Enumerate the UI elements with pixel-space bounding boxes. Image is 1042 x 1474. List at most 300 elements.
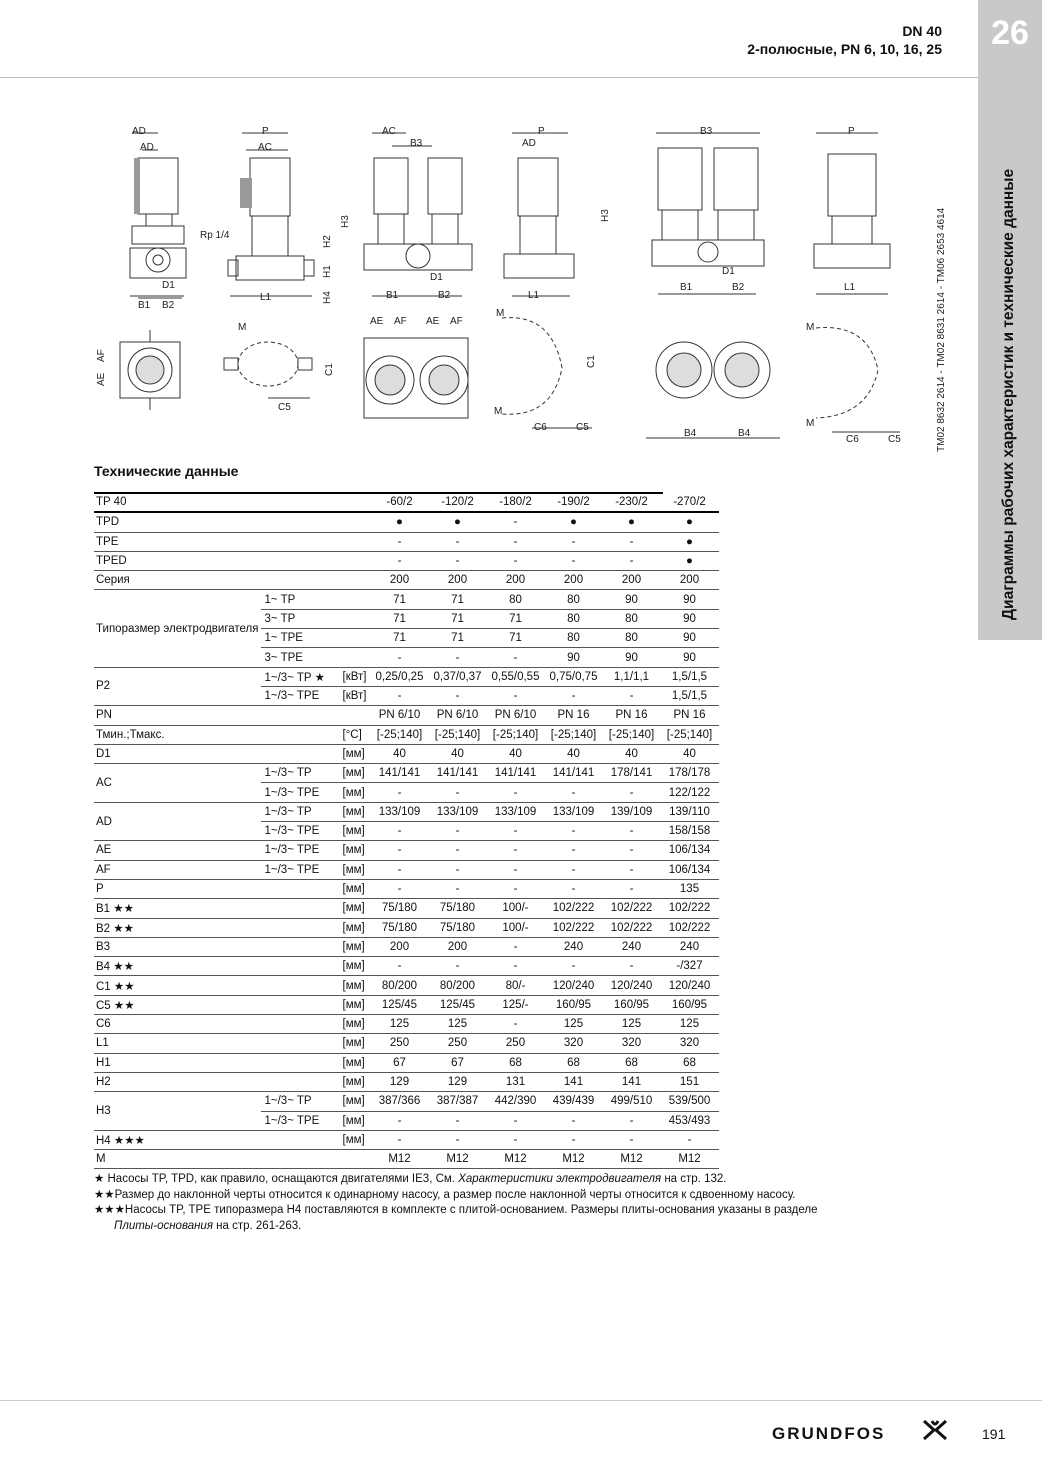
table-cell: 133/109: [429, 802, 487, 821]
table-cell: -: [487, 1111, 545, 1130]
footnote-3-cont: Плиты-основания на стр. 261-263.: [114, 1219, 302, 1232]
table-cell: 80/-: [487, 976, 545, 995]
table-cell: -: [603, 686, 661, 705]
table-cell: 71: [371, 609, 429, 628]
table-cell: 200: [429, 937, 487, 956]
table-cell: -: [487, 783, 545, 802]
table-cell: -: [371, 551, 429, 570]
table-cell: -270/2: [661, 493, 719, 512]
table-cell: M: [94, 1150, 261, 1169]
table-cell: 80/200: [371, 976, 429, 995]
table-cell: -: [487, 1015, 545, 1034]
drawing-top-view-tpe-2: [816, 328, 900, 432]
drawing-top-view-twin-angled: [646, 342, 780, 438]
table-cell: -: [545, 860, 603, 879]
table-cell: 40: [429, 744, 487, 763]
table-row: [94, 841, 719, 860]
table-cell: 1~/3~ TP: [261, 1092, 341, 1111]
label-b2-2: B2: [438, 290, 451, 301]
table-cell: 100/-: [487, 918, 545, 937]
label-p-2: P: [538, 126, 545, 137]
table-cell: 387/387: [429, 1092, 487, 1111]
label-h2: H2: [322, 235, 333, 248]
label-ae: AE: [96, 372, 107, 386]
table-cell: 141/141: [545, 764, 603, 783]
table-cell: 160/95: [545, 995, 603, 1014]
grundfos-logo: GRUNDFOS: [772, 1424, 886, 1443]
table-cell: 250: [371, 1034, 429, 1053]
table-cell: 139/109: [603, 802, 661, 821]
label-c1-2: C1: [586, 355, 597, 368]
table-cell: [-25;140]: [429, 725, 487, 744]
table-cell: 141: [603, 1072, 661, 1091]
table-cell: [мм]: [341, 976, 371, 995]
table-cell: 442/390: [487, 1092, 545, 1111]
table-cell: H3: [94, 1092, 261, 1131]
table-cell: [-25;140]: [661, 725, 719, 744]
table-row: [94, 512, 719, 532]
table-cell: 158/158: [661, 822, 719, 841]
label-d1: D1: [162, 280, 175, 291]
table-cell: TPED: [94, 551, 261, 570]
label-d1-3: D1: [722, 266, 735, 277]
table-cell: 71: [429, 609, 487, 628]
table-row: [94, 571, 719, 590]
table-cell: -: [603, 1111, 661, 1130]
table-cell: PN 16: [661, 706, 719, 725]
table-cell: -: [603, 957, 661, 976]
table-cell: 106/134: [661, 860, 719, 879]
label-af-3: AF: [450, 316, 463, 327]
drawing-twin-pump: [364, 133, 472, 296]
table-cell: -: [371, 783, 429, 802]
label-l1-2: L1: [528, 290, 540, 301]
table-row: [94, 744, 719, 763]
table-cell: AD: [94, 802, 261, 841]
table-cell: [341, 648, 371, 667]
label-m: M: [238, 322, 247, 333]
table-cell: 75/180: [371, 918, 429, 937]
table-cell: [261, 995, 341, 1014]
table-cell: [341, 629, 371, 648]
label-b2-3: B2: [732, 282, 745, 293]
table-cell: 125/-: [487, 995, 545, 1014]
table-cell: M12: [487, 1150, 545, 1169]
table-cell: -: [603, 783, 661, 802]
table-cell: 200: [371, 571, 429, 590]
table-cell: 1~/3~ TPE: [261, 1111, 341, 1130]
table-row: [94, 532, 719, 551]
table-cell: [°C]: [341, 725, 371, 744]
table-row: [94, 937, 719, 956]
table-cell: M12: [545, 1150, 603, 1169]
table-cell: 160/95: [603, 995, 661, 1014]
table-cell: [мм]: [341, 802, 371, 821]
table-cell: [мм]: [341, 860, 371, 879]
drawing-top-view-twin: [364, 338, 468, 418]
table-row: [94, 667, 719, 686]
table-row: [94, 1150, 719, 1169]
table-cell: -60/2: [371, 493, 429, 512]
table-cell: -: [371, 532, 429, 551]
label-b3: B3: [410, 138, 423, 149]
table-cell: [кВт]: [341, 667, 371, 686]
table-cell: -: [429, 1111, 487, 1130]
table-cell: 240: [661, 937, 719, 956]
table-row: [94, 879, 719, 898]
table-cell: M12: [371, 1150, 429, 1169]
label-b1: B1: [138, 300, 151, 311]
table-cell: 1,5/1,5: [661, 667, 719, 686]
table-cell: TP 40: [94, 493, 261, 512]
table-row: [94, 995, 719, 1014]
table-cell: 129: [371, 1072, 429, 1091]
table-cell: -: [429, 783, 487, 802]
table-cell: [-25;140]: [603, 725, 661, 744]
table-row: [94, 1015, 719, 1034]
table-row: [94, 976, 719, 995]
table-cell: [мм]: [341, 822, 371, 841]
header-rule: [0, 77, 978, 78]
drawing-top-view-side: [224, 342, 312, 398]
table-cell: 3~ TP: [261, 609, 341, 628]
table-cell: [261, 1150, 341, 1169]
table-cell: Серия: [94, 571, 261, 590]
table-cell: PN 6/10: [429, 706, 487, 725]
page-header: [747, 22, 942, 58]
table-cell: 71: [371, 590, 429, 609]
table-cell: [мм]: [341, 744, 371, 763]
label-c5-2: C5: [576, 422, 589, 433]
label-af-2: AF: [394, 316, 407, 327]
label-ae-2: AE: [370, 316, 384, 327]
table-cell: 240: [603, 937, 661, 956]
table-cell: [мм]: [341, 764, 371, 783]
table-cell: 90: [603, 648, 661, 667]
table-cell: 0,25/0,25: [371, 667, 429, 686]
table-cell: ●: [545, 512, 603, 532]
footnote-1: ★ Насосы TP, TPD, как правило, оснащаются двигателями IE3, См. Характеристики электродвигателя на стр. 132.: [94, 1173, 727, 1185]
table-cell: 178/178: [661, 764, 719, 783]
table-cell: 68: [545, 1053, 603, 1072]
drawing-single-pump-side: [228, 133, 314, 296]
table-cell: -: [487, 860, 545, 879]
table-cell: 40: [487, 744, 545, 763]
label-ac-2: AC: [382, 126, 396, 137]
table-cell: [мм]: [341, 1130, 371, 1149]
drawing-single-pump-front: [130, 133, 186, 298]
table-cell: -: [371, 1111, 429, 1130]
label-c6: C6: [534, 422, 547, 433]
drawing-tpe-single: [504, 133, 574, 296]
label-l1-3: L1: [844, 282, 856, 293]
label-d1-2: D1: [430, 272, 443, 283]
label-h3: H3: [340, 215, 351, 228]
table-cell: -: [371, 686, 429, 705]
table-row: [94, 551, 719, 570]
label-ae-3: AE: [426, 316, 440, 327]
table-cell: -: [487, 822, 545, 841]
table-cell: 40: [545, 744, 603, 763]
table-cell: ●: [371, 512, 429, 532]
table-cell: [261, 706, 341, 725]
table-cell: 141/141: [487, 764, 545, 783]
table-cell: 539/500: [661, 1092, 719, 1111]
table-cell: -: [545, 783, 603, 802]
table-cell: [341, 1150, 371, 1169]
table-cell: -: [429, 822, 487, 841]
table-cell: 200: [603, 571, 661, 590]
table-cell: 90: [661, 629, 719, 648]
table-cell: 125: [661, 1015, 719, 1034]
table-cell: 68: [487, 1053, 545, 1072]
table-cell: 120/240: [661, 976, 719, 995]
table-cell: 200: [371, 937, 429, 956]
table-row: [94, 590, 719, 609]
table-cell: -120/2: [429, 493, 487, 512]
header-dn: DN 40: [902, 23, 942, 39]
table-cell: 125: [429, 1015, 487, 1034]
table-cell: -: [603, 879, 661, 898]
table-cell: [мм]: [341, 841, 371, 860]
table-cell: 1~/3~ TPE: [261, 783, 341, 802]
table-cell: 80/200: [429, 976, 487, 995]
table-cell: [-25;140]: [545, 725, 603, 744]
table-cell: 80: [487, 590, 545, 609]
table-cell: -: [603, 532, 661, 551]
table-cell: 1~/3~ TP: [261, 764, 341, 783]
label-ac: AC: [258, 142, 272, 153]
table-cell: -: [545, 532, 603, 551]
table-cell: 71: [429, 590, 487, 609]
table-cell: -: [487, 532, 545, 551]
table-cell: L1: [94, 1034, 261, 1053]
table-cell: 0,55/0,55: [487, 667, 545, 686]
table-cell: 320: [545, 1034, 603, 1053]
table-cell: [-25;140]: [487, 725, 545, 744]
label-rp: Rp 1/4: [200, 230, 230, 241]
table-cell: -: [603, 860, 661, 879]
table-cell: 129: [429, 1072, 487, 1091]
label-c5: C5: [278, 402, 291, 413]
table-cell: -: [545, 841, 603, 860]
table-cell: 250: [487, 1034, 545, 1053]
table-cell: 1,5/1,5: [661, 686, 719, 705]
table-cell: [341, 532, 371, 551]
table-cell: [мм]: [341, 1015, 371, 1034]
table-cell: 68: [661, 1053, 719, 1072]
table-cell: 0,75/0,75: [545, 667, 603, 686]
table-cell: -: [487, 1130, 545, 1149]
table-cell: 135: [661, 879, 719, 898]
table-cell: 80: [603, 609, 661, 628]
table-cell: [341, 493, 371, 512]
table-cell: -: [545, 1111, 603, 1130]
table-cell: 40: [603, 744, 661, 763]
table-cell: [261, 512, 341, 532]
table-cell: AC: [94, 764, 261, 803]
table-cell: 133/109: [487, 802, 545, 821]
table-cell: -: [545, 957, 603, 976]
table-cell: [мм]: [341, 1053, 371, 1072]
table-row: [94, 1092, 719, 1111]
table-cell: [261, 1072, 341, 1091]
table-cell: [261, 899, 341, 918]
table-cell: [341, 512, 371, 532]
table-cell: 90: [661, 609, 719, 628]
table-cell: 90: [603, 590, 661, 609]
table-cell: ●: [603, 512, 661, 532]
table-cell: ●: [661, 551, 719, 570]
table-cell: AE: [94, 841, 261, 860]
table-cell: P: [94, 879, 261, 898]
table-cell: -: [371, 879, 429, 898]
table-cell: ●: [661, 532, 719, 551]
table-row: [94, 860, 719, 879]
table-cell: [мм]: [341, 1111, 371, 1130]
table-cell: 178/141: [603, 764, 661, 783]
table-cell: 102/222: [603, 918, 661, 937]
table-cell: -190/2: [545, 493, 603, 512]
table-cell: P2: [94, 667, 261, 706]
table-cell: 71: [371, 629, 429, 648]
table-cell: 131: [487, 1072, 545, 1091]
table-cell: 80: [545, 590, 603, 609]
table-cell: 80: [545, 609, 603, 628]
table-cell: [мм]: [341, 783, 371, 802]
label-p: P: [262, 126, 269, 137]
table-cell: -: [487, 686, 545, 705]
header-subtitle: 2-полюсные, PN 6, 10, 16, 25: [747, 41, 942, 57]
table-cell: 71: [429, 629, 487, 648]
table-cell: [мм]: [341, 937, 371, 956]
table-cell: -: [429, 860, 487, 879]
table-cell: B4 ★★: [94, 957, 261, 976]
table-cell: 141/141: [371, 764, 429, 783]
table-row: [94, 706, 719, 725]
table-cell: M12: [661, 1150, 719, 1169]
table-cell: 1~ TP: [261, 590, 341, 609]
table-row: [94, 802, 719, 821]
table-cell: 1~/3~ TPE: [261, 860, 341, 879]
table-cell: [мм]: [341, 1034, 371, 1053]
table-cell: 90: [661, 648, 719, 667]
table-cell: 122/122: [661, 783, 719, 802]
table-cell: 102/222: [603, 899, 661, 918]
table-cell: 67: [371, 1053, 429, 1072]
table-cell: 40: [371, 744, 429, 763]
table-cell: -: [429, 648, 487, 667]
label-h3-2: H3: [600, 209, 611, 222]
table-cell: 160/95: [661, 995, 719, 1014]
drawing-top-view-tpe: [502, 318, 592, 428]
table-cell: 125: [371, 1015, 429, 1034]
table-cell: 1~/3~ TPE: [261, 841, 341, 860]
label-b1-3: B1: [680, 282, 693, 293]
table-cell: [341, 706, 371, 725]
table-cell: 1,1/1,1: [603, 667, 661, 686]
table-cell: [261, 1034, 341, 1053]
table-cell: -: [429, 841, 487, 860]
table-cell: H1: [94, 1053, 261, 1072]
table-cell: 151: [661, 1072, 719, 1091]
table-cell: [261, 725, 341, 744]
table-cell: [261, 1053, 341, 1072]
table-cell: Тмин.;Тмакс.: [94, 725, 261, 744]
table-cell: 90: [661, 590, 719, 609]
table-cell: 320: [603, 1034, 661, 1053]
chapter-number: 26: [991, 14, 1029, 52]
table-cell: 141/141: [429, 764, 487, 783]
table-row: [94, 725, 719, 744]
table-cell: -: [545, 1130, 603, 1149]
table-cell: 1~/3~ TP: [261, 802, 341, 821]
table-cell: TPD: [94, 512, 261, 532]
table-cell: M12: [429, 1150, 487, 1169]
table-cell: -: [487, 879, 545, 898]
table-row: [94, 493, 719, 512]
table-cell: -: [545, 686, 603, 705]
label-af: AF: [96, 349, 107, 362]
label-m-2: M: [496, 308, 505, 319]
table-cell: ●: [661, 512, 719, 532]
table-cell: -: [603, 841, 661, 860]
drawing-code: TM02 8632 2614 - TM02 8631 2614 - TM06 2653 4614: [936, 207, 947, 452]
table-cell: 133/109: [371, 802, 429, 821]
label-c1: C1: [324, 363, 335, 376]
table-cell: 68: [603, 1053, 661, 1072]
table-cell: 141: [545, 1072, 603, 1091]
table-cell: -: [371, 822, 429, 841]
table-cell: -: [429, 532, 487, 551]
table-cell: TPE: [94, 532, 261, 551]
technical-data-table: [94, 493, 719, 1169]
table-cell: [мм]: [341, 995, 371, 1014]
table-cell: -: [487, 937, 545, 956]
table-cell: -: [371, 841, 429, 860]
table-cell: 75/180: [371, 899, 429, 918]
table-cell: 1~/3~ TPE: [261, 686, 341, 705]
drawing-top-view-single: [120, 330, 180, 410]
table-cell: -: [603, 1130, 661, 1149]
table-cell: [261, 918, 341, 937]
table-cell: ●: [429, 512, 487, 532]
table-cell: -: [371, 648, 429, 667]
label-m-4: M: [806, 322, 815, 333]
table-cell: [261, 1015, 341, 1034]
table-cell: -: [545, 879, 603, 898]
table-cell: [341, 551, 371, 570]
table-cell: -: [429, 1130, 487, 1149]
table-cell: 102/222: [661, 918, 719, 937]
table-cell: -: [487, 551, 545, 570]
label-b1-2: B1: [386, 290, 399, 301]
table-cell: [мм]: [341, 918, 371, 937]
table-cell: [261, 744, 341, 763]
label-ad-3: AD: [522, 138, 536, 149]
table-cell: -: [545, 822, 603, 841]
table-row: [94, 957, 719, 976]
table-cell: -: [487, 512, 545, 532]
table-cell: [мм]: [341, 879, 371, 898]
label-b3-2: B3: [700, 126, 713, 137]
table-cell: 439/439: [545, 1092, 603, 1111]
table-cell: 125/45: [371, 995, 429, 1014]
page-number: 191: [982, 1426, 1006, 1442]
drawing-tpe-side: [814, 133, 890, 294]
table-cell: 133/109: [545, 802, 603, 821]
table-cell: C1 ★★: [94, 976, 261, 995]
